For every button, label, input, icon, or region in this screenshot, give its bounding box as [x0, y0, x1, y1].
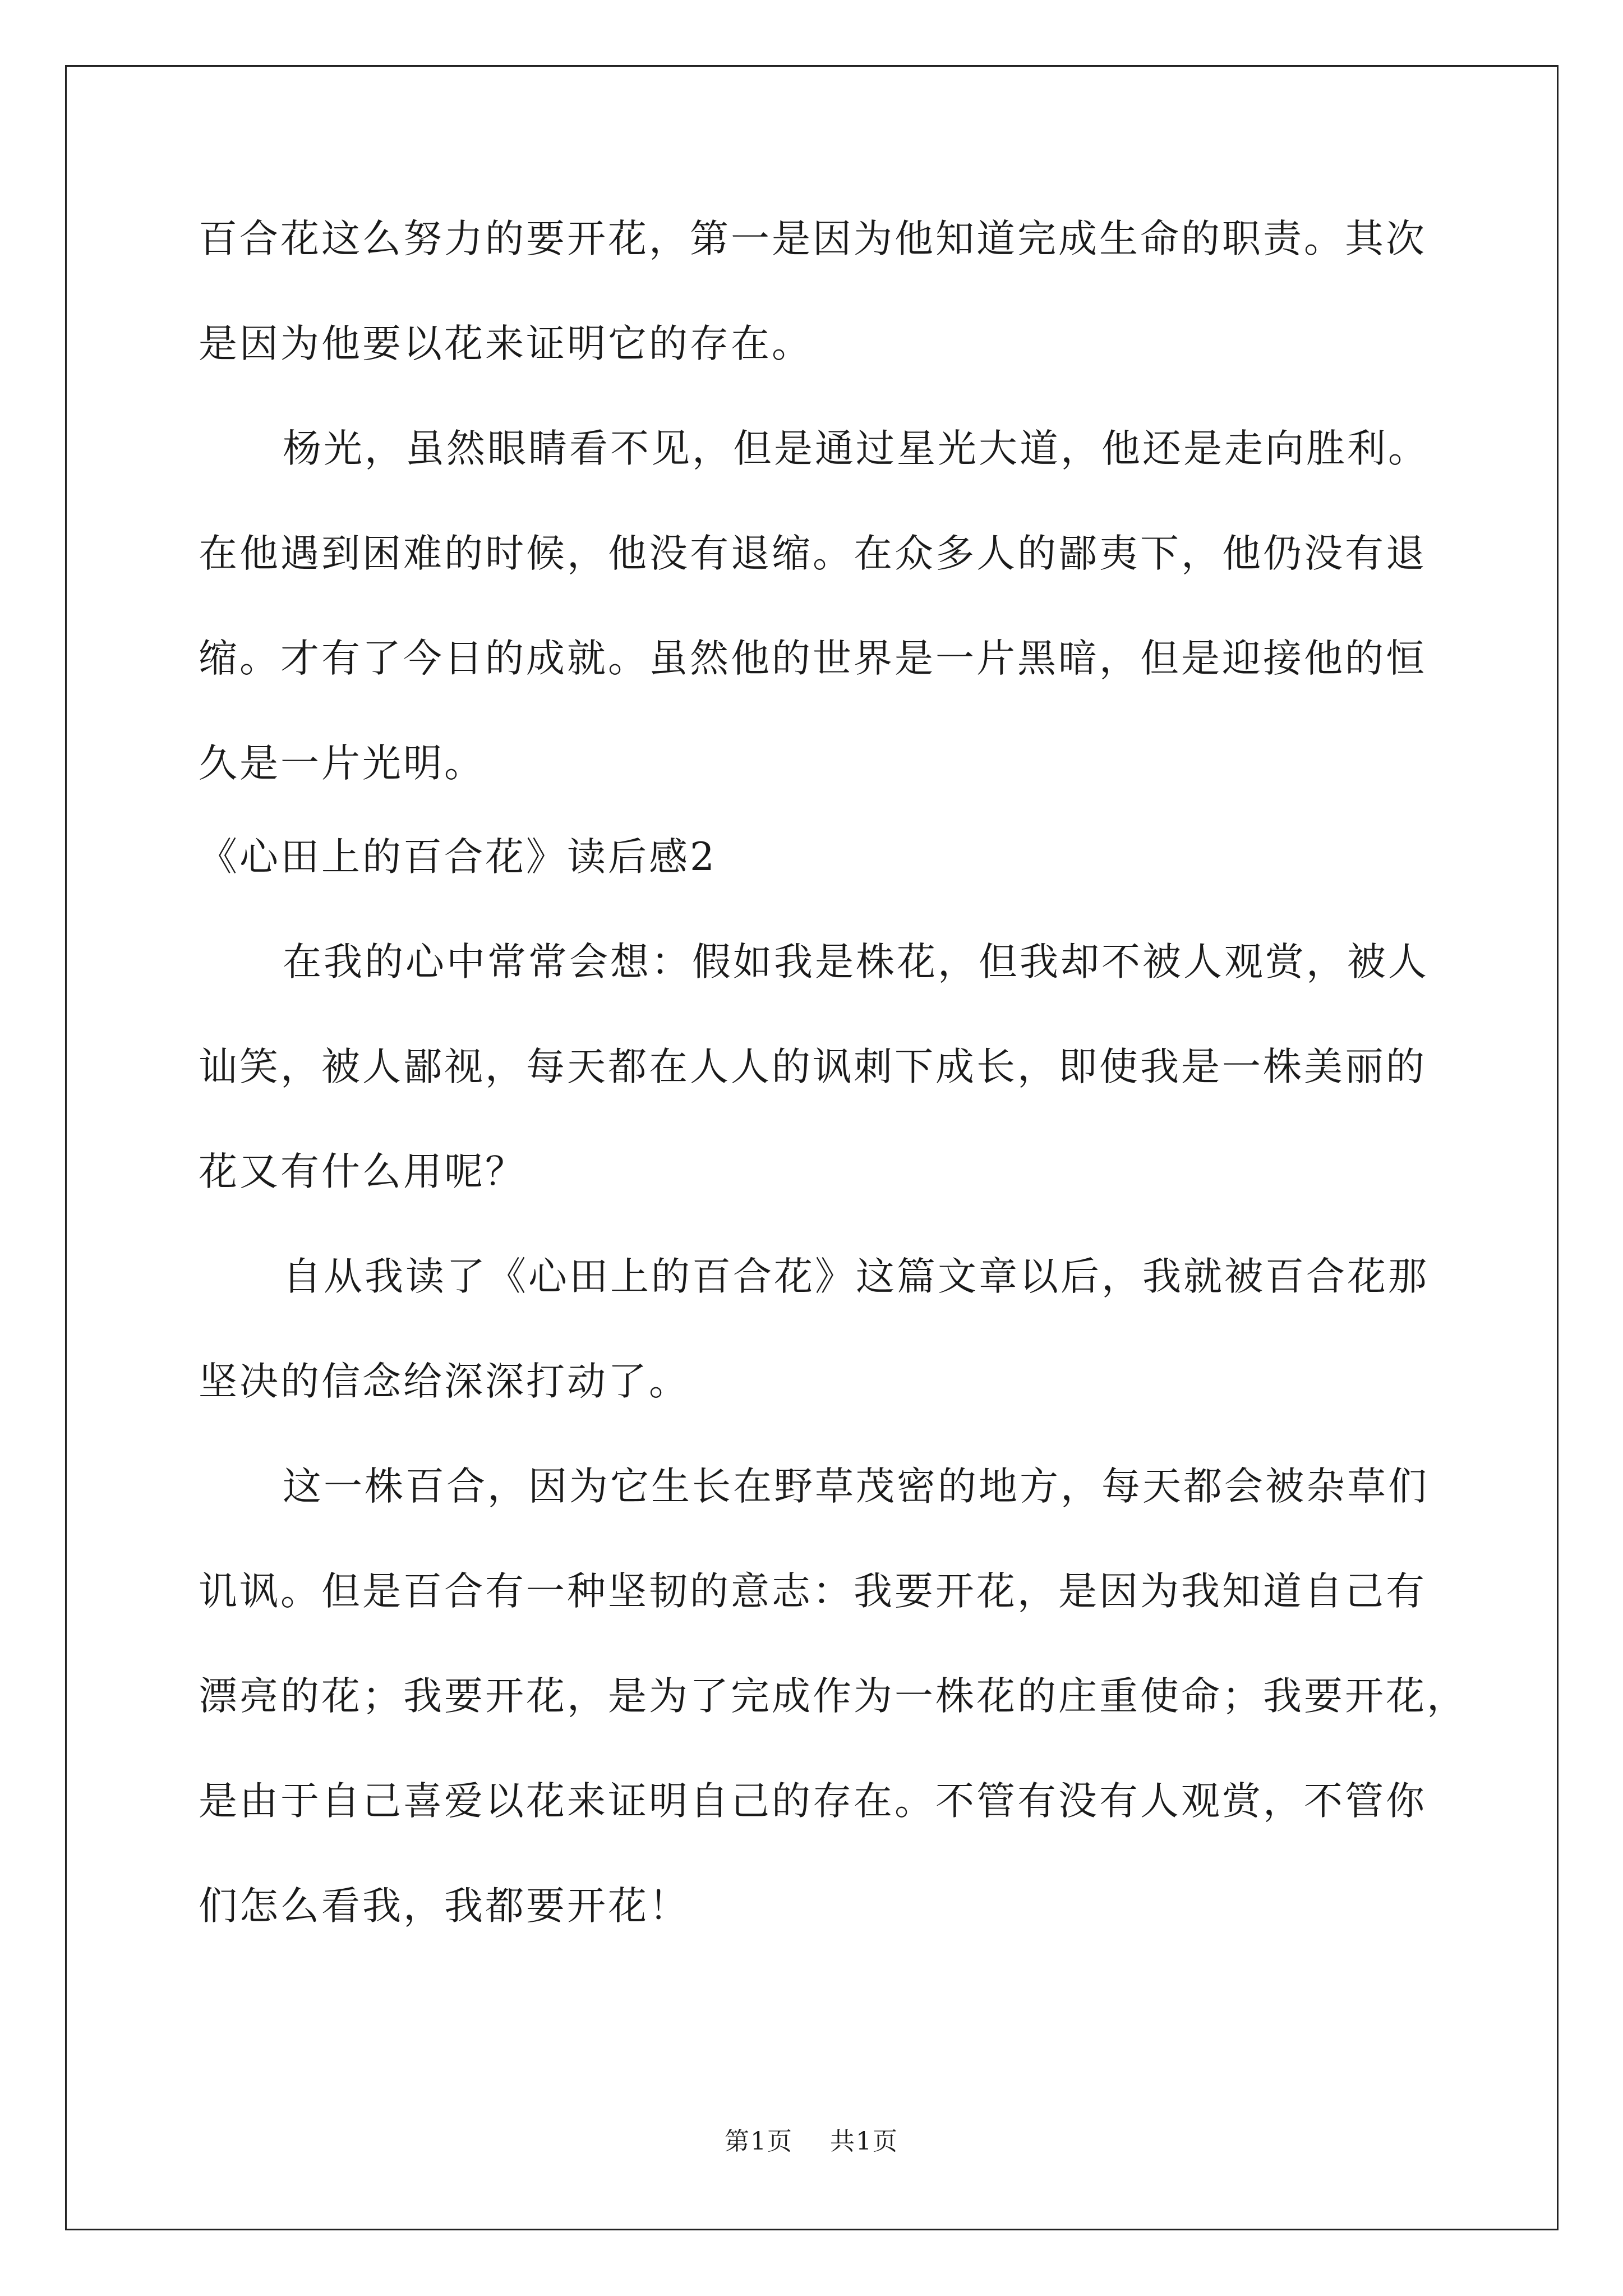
paragraph-line: 讥讽。但是百合有一种坚韧的意志：我要开花，是因为我知道自己有: [199, 1569, 1427, 1614]
paragraph-line: 缩。才有了今日的成就。虽然他的世界是一片黑暗，但是迎接他的恒: [199, 636, 1427, 681]
paragraph-line: 百合花这么努力的要开花，第一是因为他知道完成生命的职责。其次: [199, 217, 1427, 261]
paragraph-2: [199, 423, 1427, 789]
paragraph-3: [199, 936, 1427, 1198]
paragraph-line: 花又有什么用呢？: [199, 1149, 526, 1194]
paragraph-line: 漂亮的花；我要开花，是为了完成作为一株花的庄重使命；我要开花，: [199, 1674, 1468, 1719]
section-heading: 《心田上的百合花》读后感2: [199, 835, 717, 880]
paragraph-line: 这一株百合，因为它生长在野草茂密的地方，每天都会被杂草们: [283, 1464, 1429, 1509]
page-number: 第1页 共1页: [725, 2127, 898, 2156]
document-body: [199, 213, 1468, 1932]
paragraph-line: 是因为他要以花来证明它的存在。: [199, 321, 813, 366]
page-footer: [0, 2125, 1623, 2159]
paragraph-line: 们怎么看我，我都要开花！: [199, 1884, 690, 1929]
paragraph-line: 杨光，虽然眼睛看不见，但是通过星光大道，他还是走向胜利。: [283, 426, 1429, 471]
paragraph-line: 在我的心中常常会想：假如我是株花，但我却不被人观赏，被人: [283, 940, 1429, 984]
paragraph-line: 讪笑，被人鄙视，每天都在人人的讽刺下成长，即使我是一株美丽的: [199, 1045, 1427, 1089]
paragraph-line: 在他遇到困难的时候，他没有退缩。在众多人的鄙夷下，他仍没有退: [199, 531, 1427, 576]
paragraph-1: [199, 213, 1427, 370]
paragraph-4: [199, 1251, 1427, 1407]
paragraph-line: 自从我读了《心田上的百合花》这篇文章以后，我就被百合花那: [283, 1254, 1429, 1299]
paragraph-line: 坚决的信念给深深打动了。: [199, 1359, 690, 1404]
paragraph-5: [199, 1461, 1468, 1932]
paragraph-line: 是由于自己喜爱以花来证明自己的存在。不管有没有人观赏，不管你: [199, 1779, 1427, 1824]
paragraph-line: 久是一片光明。: [199, 741, 485, 786]
